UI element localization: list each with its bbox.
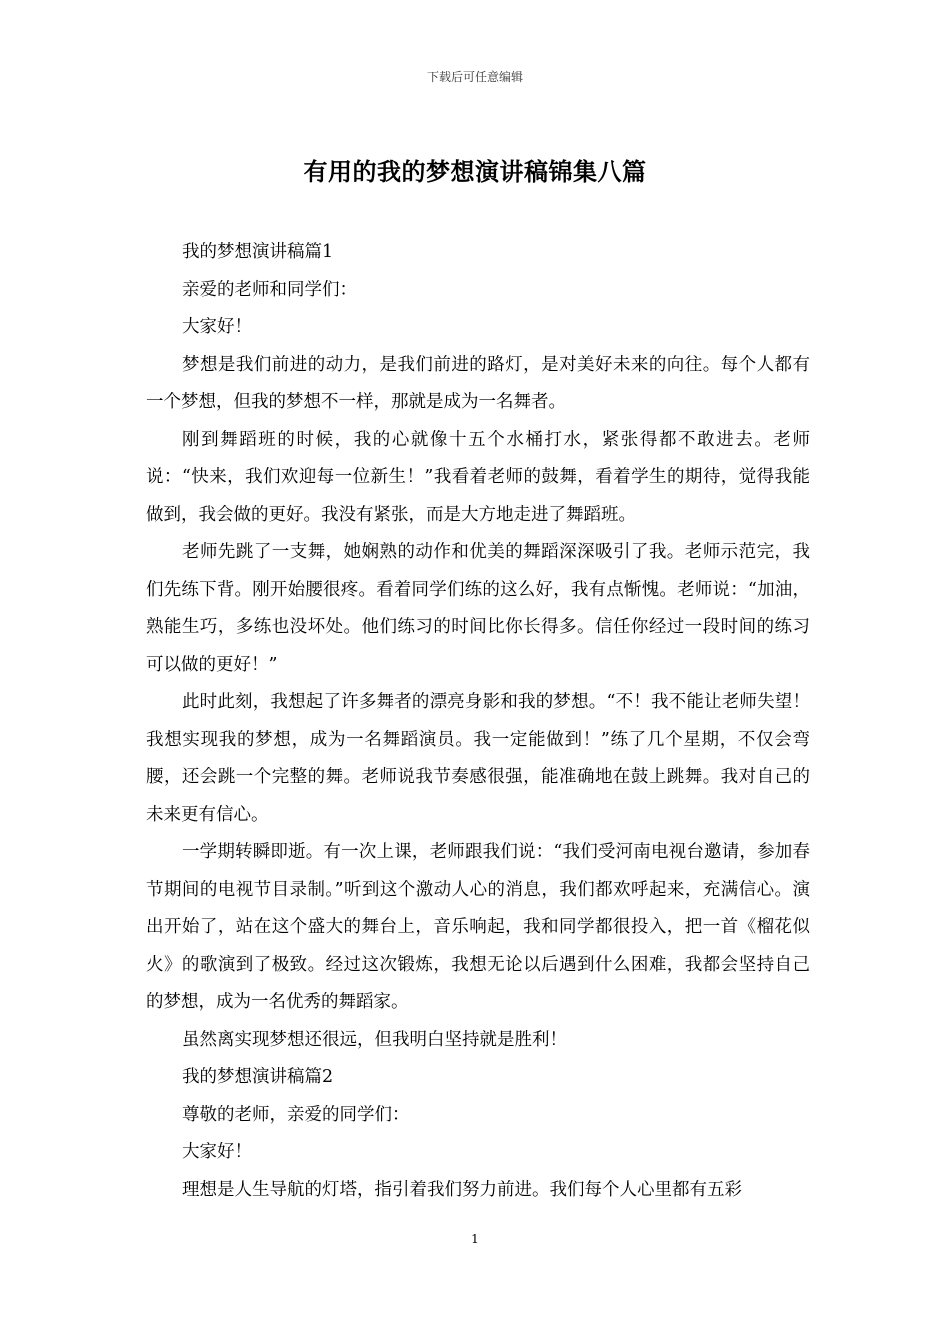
greeting: 大家好！	[182, 317, 252, 337]
document-body	[146, 234, 810, 1209]
section-heading: 我的梦想演讲稿篇1	[182, 242, 334, 262]
body-paragraph: 一学期转瞬即逝。有一次上课，老师跟我们说：“我们受河南电视台邀请，参加春节期间的电视节目录制。”听到这个激动人心的消息，我们都欢呼起来，充满信心。演出开始了，站在这个盛大的舞台上，音乐响起，我和同学都很投入，把一首《榴花似火》的歌演到了极致。经过这次锻炼，我想无论以后遇到什么困难，我都会坚持自己的梦想，成为一名优秀的舞蹈家。	[146, 842, 810, 1012]
body-paragraph: 梦想是我们前进的动力，是我们前进的路灯，是对美好未来的向往。每个人都有一个梦想，但我的梦想不一样，那就是成为一名舞者。	[146, 354, 810, 412]
page-number: 1	[471, 1232, 479, 1246]
body-paragraph: 老师先跳了一支舞，她娴熟的动作和优美的舞蹈深深吸引了我。老师示范完，我们先练下背。刚开始腰很疼。看着同学们练的这么好，我有点惭愧。老师说：“加油，熟能生巧，多练也没坏处。他们练习的时间比你长得多。信任你经过一段时间的练习可以做的更好！”	[146, 542, 810, 675]
section-heading: 我的梦想演讲稿篇2	[182, 1067, 334, 1087]
body-paragraph: 虽然离实现梦想还很远，但我明白坚持就是胜利！	[182, 1029, 567, 1050]
greeting: 大家好！	[182, 1142, 252, 1162]
header-note: 下载后可任意编辑	[426, 70, 523, 84]
salutation: 亲爱的老师和同学们：	[182, 279, 357, 300]
body-paragraph: 理想是人生导航的灯塔，指引着我们努力前进。我们每个人心里都有五彩	[182, 1179, 742, 1200]
salutation: 尊敬的老师，亲爱的同学们：	[182, 1104, 410, 1125]
document-title: 有用的我的梦想演讲稿锦集八篇	[303, 157, 647, 186]
body-paragraph: 此时此刻，我想起了许多舞者的漂亮身影和我的梦想。“不！我不能让老师失望！我想实现我的梦想，成为一名舞蹈演员。我一定能做到！”练了几个星期，不仅会弯腰，还会跳一个完整的舞。老师说我节奏感很强，能准确地在鼓上跳舞。我对自己的未来更有信心。	[146, 692, 810, 825]
body-paragraph: 刚到舞蹈班的时候，我的心就像十五个水桶打水，紧张得都不敢进去。老师说：“快来，我们欢迎每一位新生！”我看着老师的鼓舞，看着学生的期待，觉得我能做到，我会做的更好。我没有紧张，而是大方地走进了舞蹈班。	[146, 429, 810, 525]
